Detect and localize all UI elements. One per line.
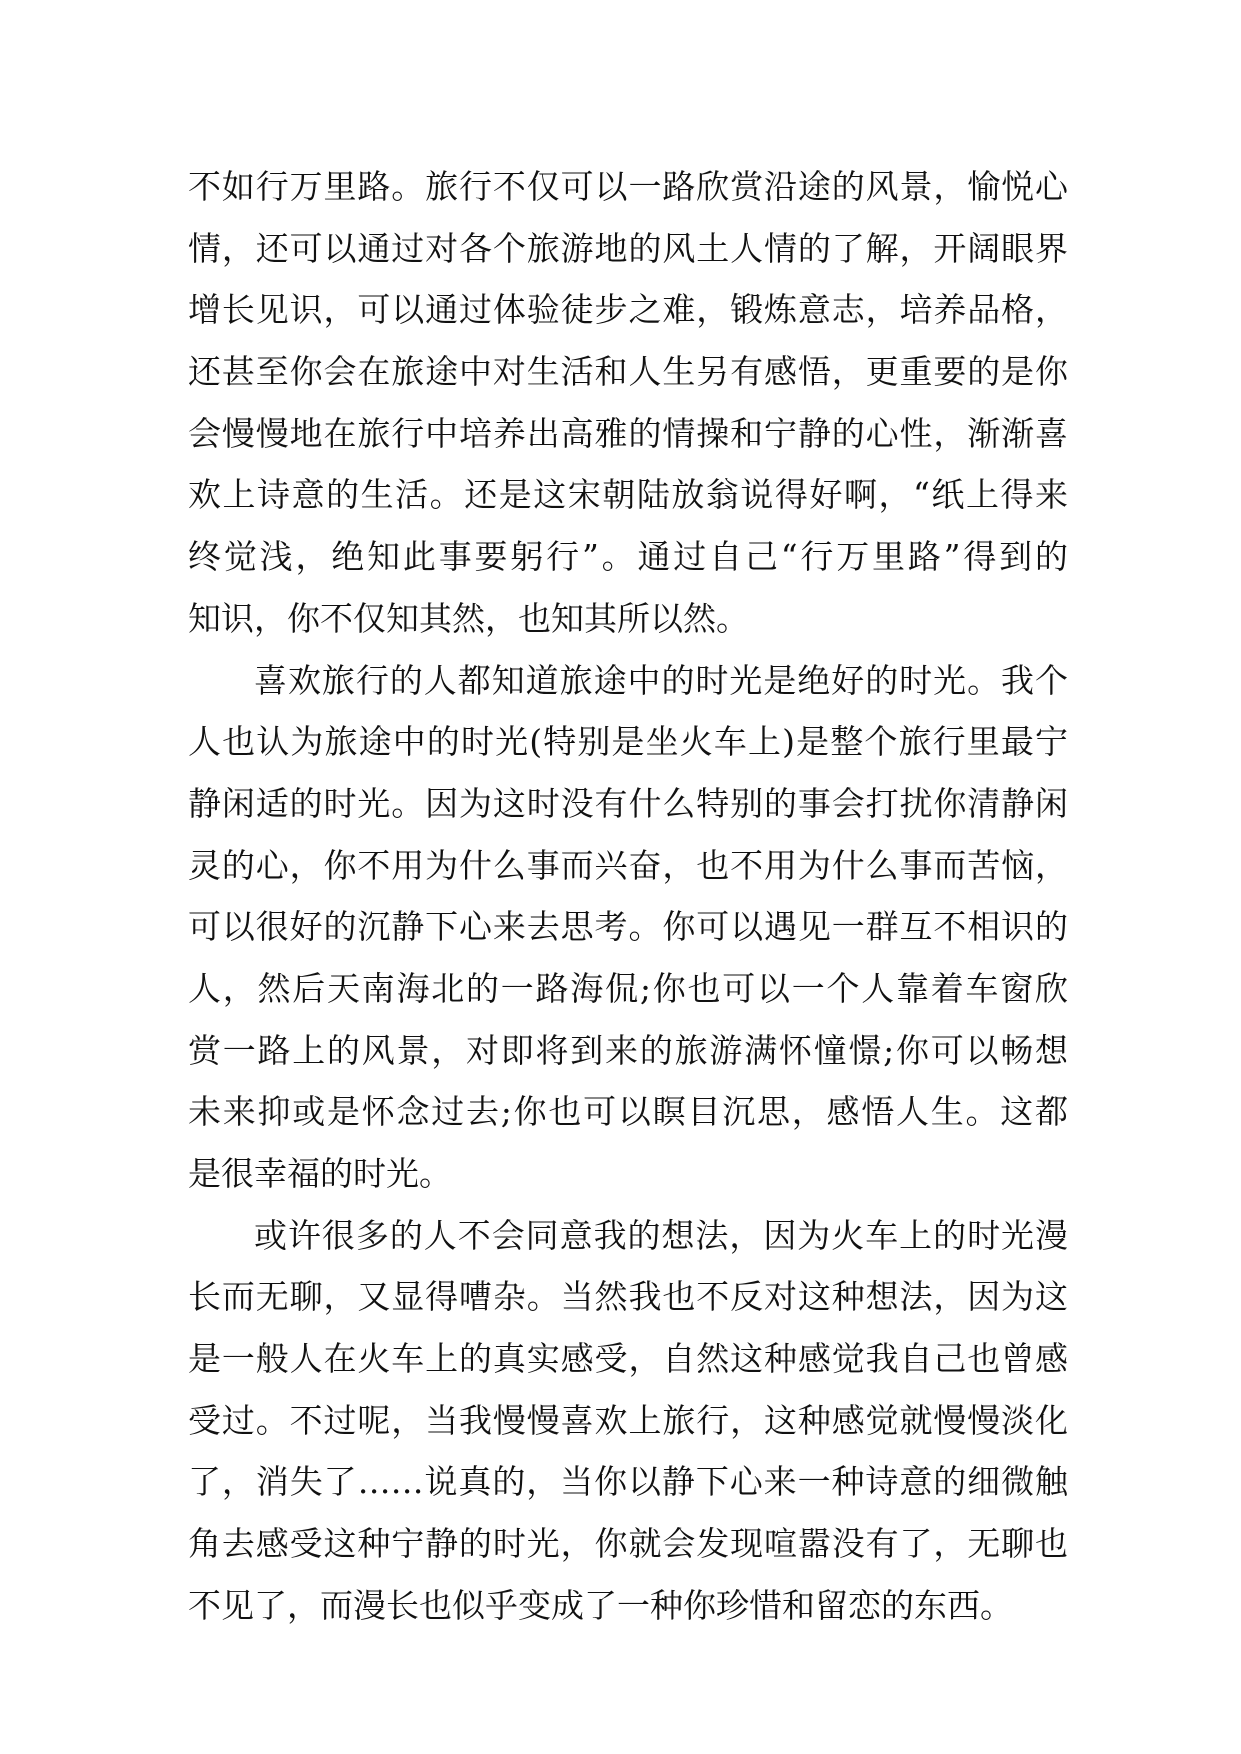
text-line: 是一般人在火车上的真实感受，自然这种感觉我自己也曾感	[188, 1339, 1068, 1379]
text-line: 静闲适的时光。因为这时没有什么特别的事会打扰你清静闲	[188, 783, 1068, 823]
text-line: 知识，你不仅知其然，也知其所以然。	[188, 598, 749, 638]
text-line: 终觉浅，绝知此事要躬行”。通过自己“行万里路”得到的	[188, 537, 1068, 577]
text-line: 不如行万里路。旅行不仅可以一路欣赏沿途的风景，愉悦心	[188, 167, 1068, 206]
text-line: 人，然后天南海北的一路海侃;你也可以一个人靠着车窗欣	[188, 968, 1068, 1008]
text-line: 灵的心，你不用为什么事而兴奋，也不用为什么事而苦恼，	[188, 845, 1068, 885]
body-text	[188, 156, 1068, 1637]
text-line: 可以很好的沉静下心来去思考。你可以遇见一群互不相识的	[188, 907, 1068, 947]
text-line: 增长见识，可以通过体验徒步之难，锻炼意志，培养品格，	[188, 290, 1068, 330]
text-line: 人也认为旅途中的时光(特别是坐火车上)是整个旅行里最宁	[188, 722, 1068, 762]
text-line: 未来抑或是怀念过去;你也可以瞑目沉思，感悟人生。这都	[188, 1092, 1068, 1132]
text-line: 还甚至你会在旅途中对生活和人生另有感悟，更重要的是你	[188, 352, 1068, 392]
text-line: 了，消失了……说真的，当你以静下心来一种诗意的细微触	[188, 1462, 1068, 1502]
text-line: 或许很多的人不会同意我的想法，因为火车上的时光漫	[254, 1215, 1068, 1255]
text-line: 受过。不过呢，当我慢慢喜欢上旅行，这种感觉就慢慢淡化	[188, 1400, 1068, 1440]
text-line: 长而无聊，又显得嘈杂。当然我也不反对这种想法，因为这	[188, 1277, 1068, 1317]
text-line: 喜欢旅行的人都知道旅途中的时光是绝好的时光。我个	[254, 660, 1068, 700]
text-line: 角去感受这种宁静的时光，你就会发现喧嚣没有了，无聊也	[188, 1524, 1068, 1564]
text-line: 赏一路上的风景，对即将到来的旅游满怀憧憬;你可以畅想	[188, 1030, 1068, 1070]
text-line: 是很幸福的时光。	[188, 1154, 452, 1193]
text-line: 情，还可以通过对各个旅游地的风土人情的了解，开阔眼界	[188, 228, 1068, 268]
text-line: 会慢慢地在旅行中培养出高雅的情操和宁静的心性，渐渐喜	[188, 413, 1068, 453]
text-line: 不见了，而漫长也似乎变成了一种你珍惜和留恋的东西。	[188, 1585, 1013, 1625]
text-line: 欢上诗意的生活。还是这宋朝陆放翁说得好啊，“纸上得来	[188, 475, 1068, 515]
